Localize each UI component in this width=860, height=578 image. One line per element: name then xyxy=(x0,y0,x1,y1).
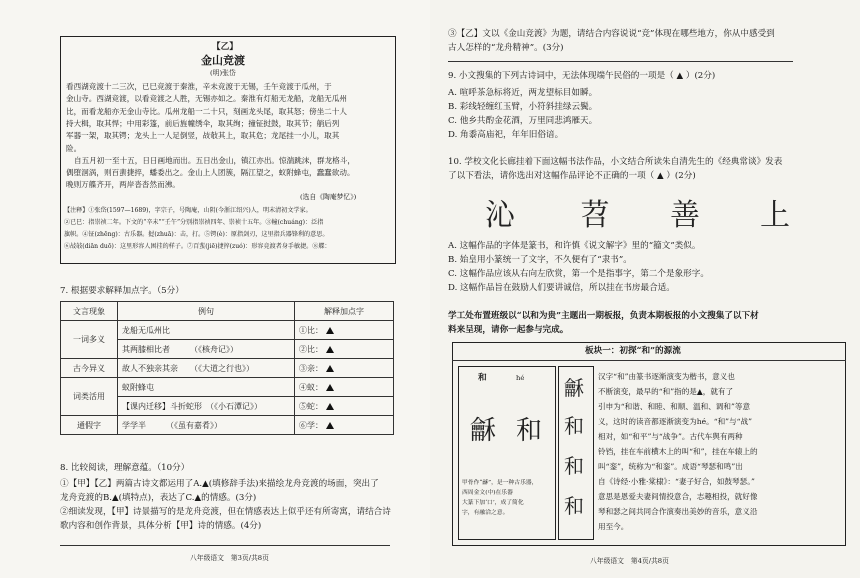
q7-answer-5[interactable] xyxy=(295,397,394,416)
board-caption-1: 甲骨作“龢”，是一种古乐器， xyxy=(462,480,538,486)
q7-type-1: 一词多义 xyxy=(61,321,118,359)
q7-answer-label-2: ②比： xyxy=(299,344,323,354)
board-title: 板块一：初探“和”的源流 xyxy=(585,346,681,356)
answer-triangle-icon xyxy=(326,422,334,429)
board-text-line: 不断演变，最早的“和”指的是▲，就有了 xyxy=(598,387,734,396)
q10-option-d[interactable]: D. 这幅作品旨在鼓励人们要讲诚信，所以挂在书房最合适。 xyxy=(448,283,675,293)
board-text-line: 意思是恩爱夫妻间情投意合，志趣相投，就好像 xyxy=(598,492,758,501)
calligraphy-char-3: 善 xyxy=(670,198,700,233)
q8-line-3: ②细读发现，【甲】诗景描写的是龙舟竞渡，但在情感表达上似乎还有所寄寓，请结合诗 xyxy=(60,507,391,517)
q7-example-1: 龙船无瓜州比 xyxy=(118,321,295,340)
board-caption-2: 西周金文(中)在乐器 xyxy=(462,490,513,496)
q9-title: 9. 小文搜集的下列古诗词中，无法体现端午民俗的一项是（ ▲ ）(2分) xyxy=(448,71,716,81)
q7-example-6: 学学半 （《虽有嘉肴》） xyxy=(118,416,295,435)
board-text-line: 叫“銮”，统称为“和銮”。成语“琴瑟和鸣”出 xyxy=(598,462,743,471)
answer-triangle-icon xyxy=(326,346,334,353)
q7-table xyxy=(60,301,394,435)
q10-option-b[interactable]: B. 始皇用小篆统一了文字，不久便有了“隶书”。 xyxy=(448,255,632,265)
q9-option-a[interactable]: A. 喧呼茶急标将近，两龙望标目如瞬。 xyxy=(448,88,598,98)
board-char: 和 xyxy=(478,373,487,383)
board-pinyin: hé xyxy=(516,374,525,382)
passage-line: 偶堕洄涡，则百蜚捷捽，蟠委出之。金山上人团簇，隔江望之，蚁附蜂屯，蠢蠢欲动。 xyxy=(66,168,355,178)
q7-answer-3[interactable] xyxy=(295,359,394,378)
q7-type-4: 词类活用 xyxy=(61,378,118,416)
calligraphy-char-2: 苕 xyxy=(580,198,610,233)
board-text-line: 汉字“和”由篆书逐渐演变为楷书，意义也 xyxy=(598,372,735,381)
q7-answer-label-1: ①比： xyxy=(299,325,323,335)
passage-source: (选自《陶庵梦忆》) xyxy=(300,193,357,201)
q9-option-c[interactable]: C. 他乡共酌金花酒，万里同悲鸿雁天。 xyxy=(448,116,598,126)
answer-triangle-icon xyxy=(326,384,334,391)
q7-answer-2[interactable] xyxy=(295,340,394,359)
passage-note: 【注释】①张岱(1597—1689)，字宗子，号陶庵，山阴(今浙江绍兴)人，明末清初文学家。 xyxy=(64,207,312,214)
q7-example-5: 【课内迁移】斗折蛇形 （《小石潭记》） xyxy=(118,397,295,416)
answer-triangle-icon xyxy=(326,365,334,372)
script-col-2: 和 xyxy=(564,414,584,438)
right-footer: 八年级语文 第4页/共8页 xyxy=(590,557,669,565)
oracle-glyph-icon: 龢 xyxy=(470,416,497,446)
q9-option-b[interactable]: B. 彩线轻缠红玉臂，小符斜挂绿云鬓。 xyxy=(448,102,598,112)
board-text-line: 琴和瑟之间共同合作演奏出美妙的音乐，意义沿 xyxy=(598,507,758,516)
q10-title-1: 10. 学校文化长廊挂着下面这幅书法作品，小文结合所读朱自清先生的《经典常谈》发表 xyxy=(448,157,783,167)
q8-line-4: 歌内容和创作背景，具体分析【甲】诗的情感。(4分) xyxy=(60,521,262,531)
passage-line: 自五月初一至十五，日日画地而出。五日出金山，镇江亦出。惊湍跳沫，群龙格斗， xyxy=(74,155,355,165)
passage-title: 金山竞渡 xyxy=(201,54,245,67)
bronze-glyph-icon: 和 xyxy=(516,416,543,446)
script-col-1: 龢 xyxy=(564,376,584,400)
passage-note: ②已巳：指崇祯二年。下文的“辛未”“壬午”分别指崇祯四年、崇祯十五年。③幢(chuáng)：泛指 xyxy=(64,219,324,226)
board-text-line: 自《诗经·小雅·棠棣》：“妻子好合，如鼓琴瑟。” xyxy=(598,477,755,486)
q7-example-3: 故人不独亲其亲 （《大道之行也》） xyxy=(118,359,295,378)
board-text-line: 铃铛，挂在车前横木上的叫“和”，挂在车辕上的 xyxy=(598,447,758,456)
script-col-4: 和 xyxy=(564,494,584,518)
q9-option-d[interactable]: D. 角黍高庙祀，年年旧俗谙。 xyxy=(448,130,564,140)
board-title-divider xyxy=(452,360,846,361)
passage-note: 旗帜。④钲(zhēng)：古乐器。挝(zhuā)：击，打。⑤锷(è)：原指剑刃，这里指兵器锋利的意思。 xyxy=(64,231,329,238)
q7-answer-6[interactable] xyxy=(295,416,394,435)
right-page xyxy=(430,0,860,578)
q7-header-type: 文言现象 xyxy=(61,302,118,321)
board-caption-3: 大篆下加‘口’，成了简化 xyxy=(462,500,524,506)
answer-line[interactable] xyxy=(60,545,390,546)
board-text-line: 用至今。 xyxy=(598,522,629,531)
board-text-line: 义，这时的读音都逐渐演变为hé。“和”与“战” xyxy=(598,417,753,426)
board-text-line: 相对，如“和平”与“战争”。古代车舆有两种 xyxy=(598,432,743,441)
q7-answer-4[interactable] xyxy=(295,378,394,397)
passage-line: 金山寺。西湖竞渡，以看竞渡之人胜，无锡亦如之。秦淮有灯船无龙船，龙船无瓜州 xyxy=(66,94,347,104)
passage-author: (明)张岱 xyxy=(210,69,236,77)
q7-answer-label-3: ③亲： xyxy=(299,363,323,373)
q7-answer-label-4: ④蚁： xyxy=(299,382,323,392)
passage-note: ⑥敁敧(diān duō)：这里形容人困挂的样子。⑦百蜚(jiē)捷捽(zuó)：形容竞渡者身手敏捷。⑧艓： xyxy=(64,243,331,250)
passage-line: 持大楫，取其悍；中用彩篷，前后旌幢绣伞，取其绚；撞钲挝鼓，取其节；艄后列 xyxy=(66,118,340,128)
q7-header-answer: 解释加点字 xyxy=(295,302,394,321)
q7-answer-label-6: ⑥学： xyxy=(299,420,323,430)
q10-option-a[interactable]: A. 这幅作品的字体是篆书，和许慎《说文解字》里的“籀文”类似。 xyxy=(448,241,701,251)
answer-line[interactable] xyxy=(448,61,793,62)
q7-title: 7. 根据要求解释加点字。（5分） xyxy=(60,286,184,296)
q7-answer-label-5: ⑤蛇： xyxy=(299,401,323,411)
passage-line: 晚则万艓齐开，两岸沓沓然而沸。 xyxy=(66,180,180,190)
activity-line-2: 料来呈现，请你一起参与完成。 xyxy=(448,325,569,335)
passage-tag: 【乙】 xyxy=(212,42,238,52)
board-text-line: 引申为“和谐、和睦、和顺、温和、调和”等意 xyxy=(598,402,751,411)
q7-type-3: 古今异义 xyxy=(61,359,118,378)
answer-triangle-icon xyxy=(326,327,334,334)
q8-title: 8. 比较阅读，理解意蕴。（10分） xyxy=(60,463,190,473)
q10-option-c[interactable]: C. 这幅作品应该从右向左欣赏，第一个是指事字，第二个是象形字。 xyxy=(448,269,709,279)
q10-title-2: 了以下看法，请你选出对这幅作品评论不正确的一项（ ▲ ）(2分) xyxy=(448,171,696,181)
left-footer: 八年级语文 第3页/共8页 xyxy=(190,554,269,562)
activity-line-1: 学工处布置班级以“以和为贵”主题出一期板报，负责本期板报的小文搜集了以下材 xyxy=(448,311,759,321)
q7-type-6: 通假字 xyxy=(61,416,118,435)
q8-line-1: ①【甲】【乙】两篇古诗文都运用了A.▲(填修辞手法)来描绘龙舟竞渡的场面，突出了 xyxy=(60,479,379,489)
passage-line: 看西湖竞渡十二三次，已巳竞渡于秦淮，辛未竞渡于无锡，壬午竞渡于瓜州，于 xyxy=(66,82,332,91)
q7-example-4: 蚁附蜂屯 xyxy=(118,378,295,397)
q8-3-line-1: ③【乙】文以《金山竞渡》为题，请结合内容说说“竞”体现在哪些地方，你从中感受到 xyxy=(448,29,775,39)
calligraphy-char-4: 上 xyxy=(760,198,790,233)
passage-line: 比，而看龙船亦无金山寺比。瓜州龙船一二十只，刻画龙头尾，取其怒；傍坐二十人 xyxy=(66,106,347,116)
calligraphy-char-1: 沁 xyxy=(485,198,515,233)
script-col-3: 和 xyxy=(564,454,584,478)
q8-3-line-2: 古人怎样的“龙舟精神”。(3分) xyxy=(448,43,564,53)
q7-answer-1[interactable] xyxy=(295,321,394,340)
board-caption-4: 字，有融洽之意。 xyxy=(462,510,509,516)
q8-line-2: 龙舟竞渡的B.▲(填特点)，表达了C.▲的情感。(3分) xyxy=(60,493,257,503)
passage-line: 险。 xyxy=(66,143,82,153)
answer-triangle-icon xyxy=(326,403,334,410)
q7-example-2: 其两膝相比者 （《核舟记》） xyxy=(118,340,295,359)
passage-line: 军器一架，取其锷；龙头上一人足倒竖，敁敧其上，取其危；龙尾挂一小儿，取其 xyxy=(66,131,340,141)
q7-header-example: 例句 xyxy=(118,302,295,321)
